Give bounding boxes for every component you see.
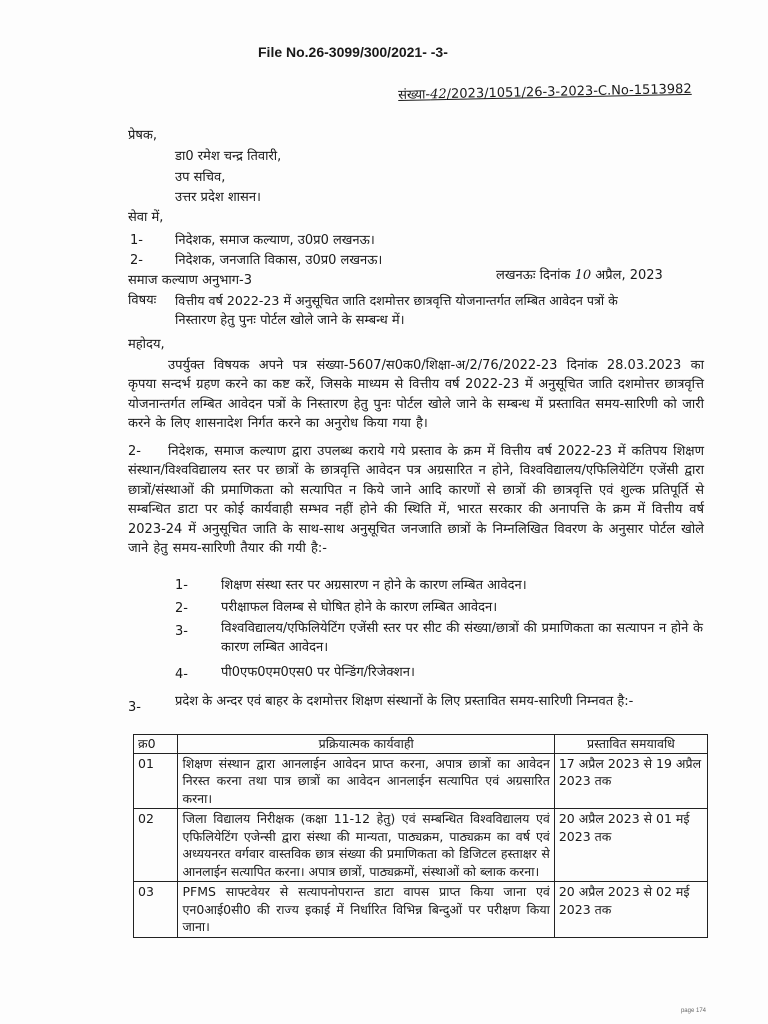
file-number: File No.26-3099/300/2021- -3-	[258, 44, 448, 60]
recipient-1-num: 1-	[130, 233, 143, 248]
paragraph-1-first: उपर्युक्त विषयक अपने पत्र संख्या-5607/स0क0/शिक्षा-अ/2/76/2022-23 दिनांक 28.03.2023 का	[168, 358, 704, 373]
row-3-period: 20 अप्रैल 2023 से 02 मई 2023 तक	[554, 882, 707, 938]
sender-designation: उप सचिव,	[175, 170, 226, 185]
date-rest: अप्रैल, 2023	[595, 268, 663, 283]
reason-4-num: 4-	[175, 667, 188, 682]
subject-label: विषयः	[128, 293, 157, 308]
paragraph-2	[128, 442, 704, 558]
paragraph-2-first: निदेशक, समाज कल्याण द्वारा उपलब्ध कराये गये प्रस्ताव के क्रम में वित्तीय वर्ष 2022-23 में कतिपय	[168, 444, 668, 459]
paragraph-2-rest: शिक्षण संस्थान/विश्वविद्यालय स्तर पर छात्रों के छात्रवृत्ति आवेदन पत्र अग्रसारित न होने, विश्वविद्यालय/एफिलियेटिंग एजेंसी द्वारा छात्रों/संस्थाओं की प्रमाणिकता को सत्यापित न किये जाने आदि कारणों से छात्रों की छात्रवृत्ति एवं शुल्क प्रतिपूर्ति से सम्बन्धित डाटा पर कोई कार्यवाही सम्भव नहीं होने की स्थिति में, भारत सरकार की अनापत्ति के क्रम में वित्तीय वर्ष 2023-24 में अनुसूचित जाति के साथ-साथ अनुसूचित जनजाति छात्रों के निम्नलिखित विवरण के अनुसार पोर्टल खोले जाने हेतु समय-सारिणी तैयार की गयी है:-	[128, 444, 705, 557]
recipient-1: निदेशक, समाज कल्याण, उ0प्र0 लखनऊ।	[175, 233, 375, 248]
reference-number	[398, 82, 692, 104]
reference-prefix: संख्या-	[398, 87, 431, 103]
page-number: page 174	[680, 1008, 706, 1014]
reason-2-num: 2-	[175, 601, 188, 616]
salutation: महोदय,	[128, 337, 165, 352]
row-2-serial: 02	[134, 809, 178, 882]
row-1-action: शिक्षण संस्थान द्वारा आनलाईन आवेदन प्राप्त करना, अपात्र छात्रों का आवेदन निरस्त करना तथा पात्र छात्रों का आवेदन आनलाईन सत्यापित एवं अग्रसारित करना।	[178, 753, 554, 809]
reason-2: परीक्षाफल विलम्ब से घोषित होने के कारण लम्बित आवेदन।	[221, 600, 498, 615]
header-period: प्रस्तावित समयावधि	[554, 735, 707, 754]
date-prefix: लखनऊः दिनांक	[496, 268, 571, 283]
row-2-action: जिला विद्यालय निरीक्षक (कक्षा 11-12 हेतु) एवं सम्बन्धित विश्वविद्यालय एवं एफिलियेटिंग एजेन्सी द्वारा संस्था की मान्यता, पाठ्यक्रम, पाठ्यक्रम का वर्ष एवं अध्ययनरत वर्गवार वास्तविक छात्र संख्या की प्रमाणिकता को डिजिटल हस्ताक्षर से आनलाईन सत्यापित करना। अपात्र छात्रों, पाठ्यक्रमों, संस्थाओं को ब्लाक करना।	[178, 809, 554, 882]
schedule-table	[133, 734, 708, 938]
reference-suffix: /2023/1051/26-3-2023-C.No-1513982	[446, 81, 692, 102]
subject-line-2: निस्तारण हेतु पुनः पोर्टल खोले जाने के सम्बन्ध में।	[175, 313, 405, 328]
recipients-label: सेवा में,	[128, 210, 164, 225]
table-row	[134, 753, 708, 809]
reference-handwritten-no: 42	[429, 86, 447, 103]
paragraph-3: प्रदेश के अन्दर एवं बाहर के दशमोत्तर शिक्षण संस्थानों के लिए प्रस्तावित समय-सारिणी निम्नवत है:-	[175, 694, 634, 709]
table-header-row	[134, 735, 708, 754]
reason-4: पी0एफ0एम0एस0 पर पेन्डिंग/रिजेक्शन।	[221, 665, 415, 680]
row-3-action: PFMS साफ्टवेयर से सत्यापनोपरान्त डाटा वापस प्राप्त किया जाना एवं एन0आई0सी0 की राज्य इकाई में निर्धारित विभिन्न बिन्दुओं पर परीक्षण किया जाना।	[178, 882, 554, 938]
date-day-handwritten: 10	[574, 268, 592, 283]
subject-line-1: वित्तीय वर्ष 2022-23 में अनुसूचित जाति दशमोत्तर छात्रवृत्ति योजनान्तर्गत लम्बित आवेदन पत्रों के	[175, 293, 618, 308]
header-serial: क्र0	[134, 735, 178, 754]
paragraph-1	[128, 356, 704, 434]
recipient-2: निदेशक, जनजाति विकास, उ0प्र0 लखनऊ।	[175, 253, 383, 268]
table-row	[134, 809, 708, 882]
reason-1: शिक्षण संस्था स्तर पर अग्रसारण न होने के कारण लम्बित आवेदन।	[221, 578, 527, 593]
row-2-period: 20 अप्रैल 2023 से 01 मई 2023 तक	[554, 809, 707, 882]
header-action: प्रक्रियात्मक कार्यवाही	[178, 735, 554, 754]
section-name: समाज कल्याण अनुभाग-3	[128, 273, 253, 288]
row-3-serial: 03	[134, 882, 178, 938]
row-1-period: 17 अप्रैल 2023 से 19 अप्रैल 2023 तक	[554, 753, 707, 809]
row-1-serial: 01	[134, 753, 178, 809]
recipient-2-num: 2-	[130, 253, 143, 268]
sender-label: प्रेषक,	[128, 128, 158, 143]
paragraph-3-num: 3-	[128, 700, 141, 715]
reason-3-num: 3-	[175, 624, 188, 639]
sender-name: डा0 रमेश चन्द्र तिवारी,	[175, 149, 282, 164]
paragraph-2-num: 2-	[128, 444, 141, 459]
reason-1-num: 1-	[175, 578, 188, 593]
paragraph-1-rest: कृपया सन्दर्भ ग्रहण करने का कष्ट करें, जिसके माध्यम से वित्तीय वर्ष 2022-23 में अनुसूचित जाति दशमोत्तर छात्रवृत्ति योजनान्तर्गत लम्बित आवेदन पत्रों के निस्तारण हेतु पुनः पोर्टल खोले जाने के सम्बन्ध में प्रस्तावित समय-सारिणी को जारी करने के लिए शासनादेश निर्गत करने का अनुरोध किया गया है।	[128, 377, 704, 432]
letter-date	[496, 268, 663, 284]
table-row	[134, 882, 708, 938]
sender-office: उत्तर प्रदेश शासन।	[175, 190, 261, 205]
reason-3: विश्वविद्यालय/एफिलियेटिंग एजेंसी स्तर पर सीट की संख्या/छात्रों की प्रमाणिकता का सत्यापन न होने के कारण लम्बित आवेदन।	[221, 621, 703, 655]
